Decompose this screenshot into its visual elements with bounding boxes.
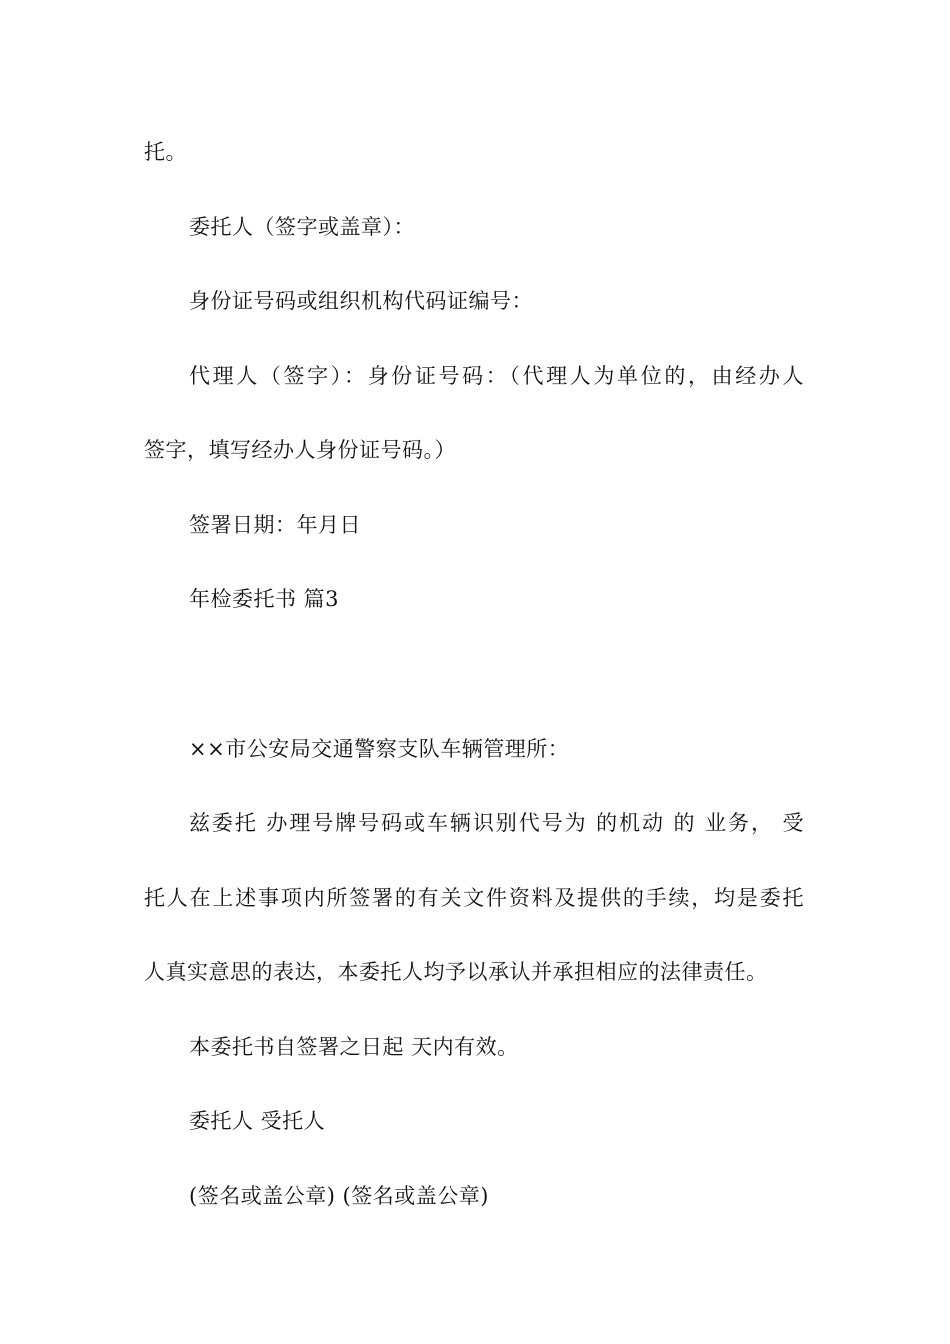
paragraph-line: 托人在上述事项内所签署的有关文件资料及提供的手续，均是委托 [144,886,804,910]
paragraph-line: 代理人（签字）：身份证号码：（代理人为单位的，由经办人 [189,364,804,388]
paragraph-line: 身份证号码或组织机构代码证编号： [189,289,533,313]
paragraph-line: 兹委托 办理号牌号码或车辆识别代号为 的机动 的 业务， 受 [189,811,804,835]
paragraph-line: 托。 [144,140,187,164]
paragraph-line: 签字，填写经办人身份证号码。） [144,438,456,462]
section-heading: 年检委托书 篇3 [189,587,340,611]
paragraph-line: (签名或盖公章) (签名或盖公章) [189,1184,489,1208]
paragraph-line: 人真实意思的表达，本委托人均予以承认并承担相应的法律责任。 [144,960,768,984]
paragraph-line: 委托人 受托人 [189,1109,326,1133]
paragraph-line: 签署日期：年月日 [189,513,361,537]
paragraph-line: 委托人（签字或盖章）： [189,215,415,239]
paragraph-line: ××市公安局交通警察支队车辆管理所： [189,737,570,761]
paragraph-line: 本委托书自签署之日起 天内有效。 [189,1035,519,1059]
